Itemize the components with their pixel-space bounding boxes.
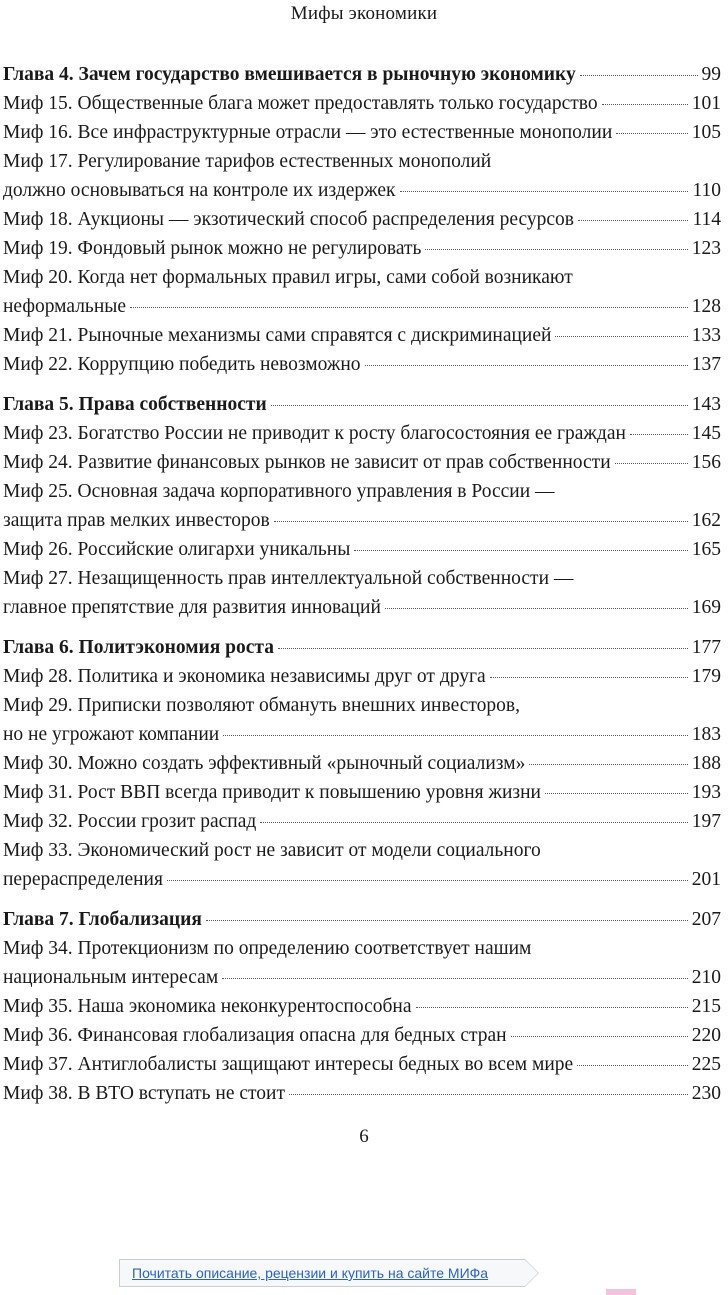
toc-entry-title: Миф 16. Все инфраструктурные отрасли — это естественные монополии: [3, 122, 613, 143]
toc-leader-dots: [577, 1065, 688, 1066]
toc-leader-dots: [578, 220, 688, 221]
toc-entry-line: [3, 778, 721, 807]
buy-banner[interactable]: [119, 1259, 525, 1287]
toc-entry[interactable]: [3, 448, 721, 477]
toc-entry-title: перераспределения: [3, 869, 163, 890]
toc-entry-line: [3, 807, 721, 836]
toc-entry-title: Миф 15. Общественные блага может предоставлять только государство: [3, 93, 598, 114]
toc-page-number: 105: [691, 122, 721, 143]
toc-entry-line: [3, 263, 721, 292]
toc-page-number: 188: [691, 753, 721, 774]
toc-entry-line: [3, 593, 721, 622]
toc-entry[interactable]: [3, 419, 721, 448]
toc-page-number: 128: [691, 296, 721, 317]
toc-leader-dots: [278, 648, 688, 649]
toc-page-number: 101: [691, 93, 721, 114]
toc-chapter-title: Глава 5. Права собственности: [3, 394, 267, 415]
toc-entry-title: Миф 36. Финансовая глобализация опасна для бедных стран: [3, 1025, 507, 1046]
toc-entry-title: Миф 19. Фондовый рынок можно не регулировать: [3, 238, 422, 259]
toc-entry-line: [3, 535, 721, 564]
toc-entry[interactable]: [3, 662, 721, 691]
page-number: 6: [359, 1126, 369, 1147]
toc-page-number: 169: [691, 597, 721, 618]
running-head: Мифы экономики: [290, 3, 438, 24]
toc-leader-dots: [365, 365, 688, 366]
toc-entry-line: [3, 1050, 721, 1079]
toc-chapter[interactable]: [3, 905, 721, 934]
toc-entry[interactable]: [3, 691, 721, 749]
toc-page-number: 193: [691, 782, 721, 803]
toc-entry-line: [3, 1079, 721, 1108]
toc-entry-line: [3, 1021, 721, 1050]
toc-entry-title: Миф 20. Когда нет формальных правил игры, сами собой возникают: [3, 267, 573, 288]
toc-entry-line: [3, 205, 721, 234]
toc-entry[interactable]: [3, 778, 721, 807]
toc-entry-line: [3, 720, 721, 749]
toc-entry-title: Миф 30. Можно создать эффективный «рыночный социализм»: [3, 753, 526, 774]
toc-entry-title: Миф 21. Рыночные механизмы сами справятся с дискриминацией: [3, 325, 552, 346]
toc-entry-title: Миф 32. России грозит распад: [3, 811, 257, 832]
section-gap: [3, 894, 721, 905]
toc-entry-line: [3, 865, 721, 894]
toc-entry-title: должно основываться на контроле их издержек: [3, 180, 396, 201]
toc-page-number: 165: [691, 539, 721, 560]
toc-page-number: 110: [692, 180, 721, 201]
toc-leader-dots: [602, 104, 688, 105]
toc-entry[interactable]: [3, 205, 721, 234]
toc-entry-line: [3, 506, 721, 535]
toc-entry-title: Миф 26. Российские олигархи уникальны: [3, 539, 351, 560]
toc-entry-title: Миф 17. Регулирование тарифов естественных монополий: [3, 151, 492, 172]
toc-entry[interactable]: [3, 749, 721, 778]
toc-page-number: 220: [691, 1025, 721, 1046]
toc-page-number: 230: [691, 1083, 721, 1104]
toc-entry-line: [3, 477, 721, 506]
toc-entry[interactable]: [3, 807, 721, 836]
toc-leader-dots: [545, 793, 688, 794]
buy-link[interactable]: Почитать описание, рецензии и купить на сайте МИФа: [132, 1265, 489, 1281]
toc-entry-title: Миф 33. Экономический рост не зависит от модели социального: [3, 840, 541, 861]
toc-entry-title: но не угрожают компании: [3, 724, 220, 745]
toc-page-number: 179: [691, 666, 721, 687]
toc-page-number: 201: [691, 869, 721, 890]
toc-page-number: 133: [691, 325, 721, 346]
toc-chapter[interactable]: [3, 390, 721, 419]
toc-entry-title: Миф 23. Богатство России не приводит к росту благосостояния ее граждан: [3, 423, 626, 444]
toc-leader-dots: [223, 735, 688, 736]
toc-page-number: 177: [691, 637, 721, 658]
toc-leader-dots: [130, 307, 688, 308]
toc-entry[interactable]: [3, 992, 721, 1021]
toc-entry-line: [3, 176, 721, 205]
toc-leader-dots: [416, 1007, 688, 1008]
corner-mark: [606, 1289, 636, 1295]
toc-entry-title: Миф 38. В ВТО вступать не стоит: [3, 1083, 286, 1104]
toc-entry[interactable]: [3, 321, 721, 350]
section-gap: [3, 622, 721, 633]
toc-entry[interactable]: [3, 350, 721, 379]
toc-page-number: 114: [692, 209, 721, 230]
toc-entry-title: защита прав мелких инвесторов: [3, 510, 270, 531]
toc-entry[interactable]: [3, 535, 721, 564]
toc-leader-dots: [400, 191, 689, 192]
toc-entry[interactable]: [3, 263, 721, 321]
toc-leader-dots: [260, 822, 687, 823]
toc-entry-title: Миф 25. Основная задача корпоративного управления в России —: [3, 481, 555, 502]
toc-entry[interactable]: [3, 1021, 721, 1050]
toc-entry-title: национальным интересам: [3, 967, 219, 988]
toc-page-number: 225: [691, 1054, 721, 1075]
toc-leader-dots: [529, 764, 687, 765]
toc-entry-line: [3, 147, 721, 176]
toc-page-number: 215: [691, 996, 721, 1017]
toc-entry-title: Миф 24. Развитие финансовых рынков не зависит от прав собственности: [3, 452, 611, 473]
toc-entry-line: [3, 564, 721, 593]
toc-leader-dots: [274, 521, 688, 522]
toc-page-number: 162: [691, 510, 721, 531]
toc-entry-line: [3, 836, 721, 865]
toc-leader-dots: [490, 677, 688, 678]
toc-page-number: 143: [691, 394, 721, 415]
toc-leader-dots: [616, 133, 687, 134]
toc-entry[interactable]: [3, 477, 721, 535]
toc-chapter[interactable]: [3, 633, 721, 662]
toc-entry[interactable]: [3, 234, 721, 263]
toc-leader-dots: [580, 75, 698, 76]
toc-page-number: 145: [691, 423, 721, 444]
toc-leader-dots: [354, 550, 687, 551]
toc-leader-dots: [167, 880, 688, 881]
toc-leader-dots: [425, 249, 687, 250]
toc-entry[interactable]: [3, 934, 721, 992]
table-of-contents: [3, 60, 721, 1108]
toc-page-number: 99: [701, 64, 721, 85]
toc-chapter-title: Глава 4. Зачем государство вмешивается в рыночную экономику: [3, 64, 576, 85]
toc-entry-line: [3, 749, 721, 778]
toc-page-number: 183: [691, 724, 721, 745]
toc-entry-line: [3, 419, 721, 448]
toc-page-number: 210: [691, 967, 721, 988]
toc-chapter[interactable]: [3, 60, 721, 89]
toc-entry[interactable]: [3, 564, 721, 622]
toc-entry-line: [3, 934, 721, 963]
toc-entry[interactable]: [3, 89, 721, 118]
toc-entry-title: Миф 35. Наша экономика неконкурентоспособна: [3, 996, 412, 1017]
section-gap: [3, 379, 721, 390]
toc-page-number: 207: [691, 909, 721, 930]
toc-entry-line: [3, 321, 721, 350]
toc-entry-title: Миф 27. Незащищенность прав интеллектуальной собственности —: [3, 568, 574, 589]
toc-leader-dots: [511, 1036, 688, 1037]
toc-entry-title: Миф 22. Коррупцию победить невозможно: [3, 354, 361, 375]
toc-entry-line: [3, 662, 721, 691]
toc-entry-title: Миф 29. Приписки позволяют обмануть внешних инвесторов,: [3, 695, 520, 716]
toc-entry[interactable]: [3, 118, 721, 147]
toc-entry[interactable]: [3, 147, 721, 205]
toc-entry-line: [3, 118, 721, 147]
toc-entry-line: [3, 448, 721, 477]
toc-entry-line: [3, 350, 721, 379]
toc-leader-dots: [206, 920, 688, 921]
toc-chapter-title: Глава 7. Глобализация: [3, 909, 202, 930]
toc-entry-line: [3, 292, 721, 321]
toc-chapter-title: Глава 6. Политэкономия роста: [3, 637, 274, 658]
toc-entry-title: Миф 31. Рост ВВП всегда приводит к повышению уровня жизни: [3, 782, 541, 803]
toc-entry-title: главное препятствие для развития инноваций: [3, 597, 381, 618]
toc-page-number: 137: [691, 354, 721, 375]
toc-leader-dots: [289, 1094, 688, 1095]
toc-entry[interactable]: [3, 1079, 721, 1108]
toc-entry-line: [3, 691, 721, 720]
toc-entry-title: неформальные: [3, 296, 127, 317]
toc-entry[interactable]: [3, 1050, 721, 1079]
toc-entry-title: Миф 18. Аукционы — экзотический способ распределения ресурсов: [3, 209, 574, 230]
toc-entry-line: [3, 89, 721, 118]
toc-entry-line: [3, 963, 721, 992]
toc-entry-title: Миф 37. Антиглобалисты защищают интересы бедных во всем мире: [3, 1054, 574, 1075]
toc-leader-dots: [271, 405, 688, 406]
toc-entry-title: Миф 28. Политика и экономика независимы друг от друга: [3, 666, 486, 687]
toc-leader-dots: [555, 336, 687, 337]
toc-leader-dots: [615, 463, 688, 464]
toc-entry-line: [3, 234, 721, 263]
toc-entry-line: [3, 992, 721, 1021]
toc-leader-dots: [222, 978, 688, 979]
toc-leader-dots: [385, 608, 688, 609]
toc-page-number: 123: [691, 238, 721, 259]
toc-entry[interactable]: [3, 836, 721, 894]
toc-page-number: 156: [691, 452, 721, 473]
toc-leader-dots: [630, 434, 688, 435]
toc-page-number: 197: [691, 811, 721, 832]
toc-entry-title: Миф 34. Протекционизм по определению соответствует нашим: [3, 938, 532, 959]
